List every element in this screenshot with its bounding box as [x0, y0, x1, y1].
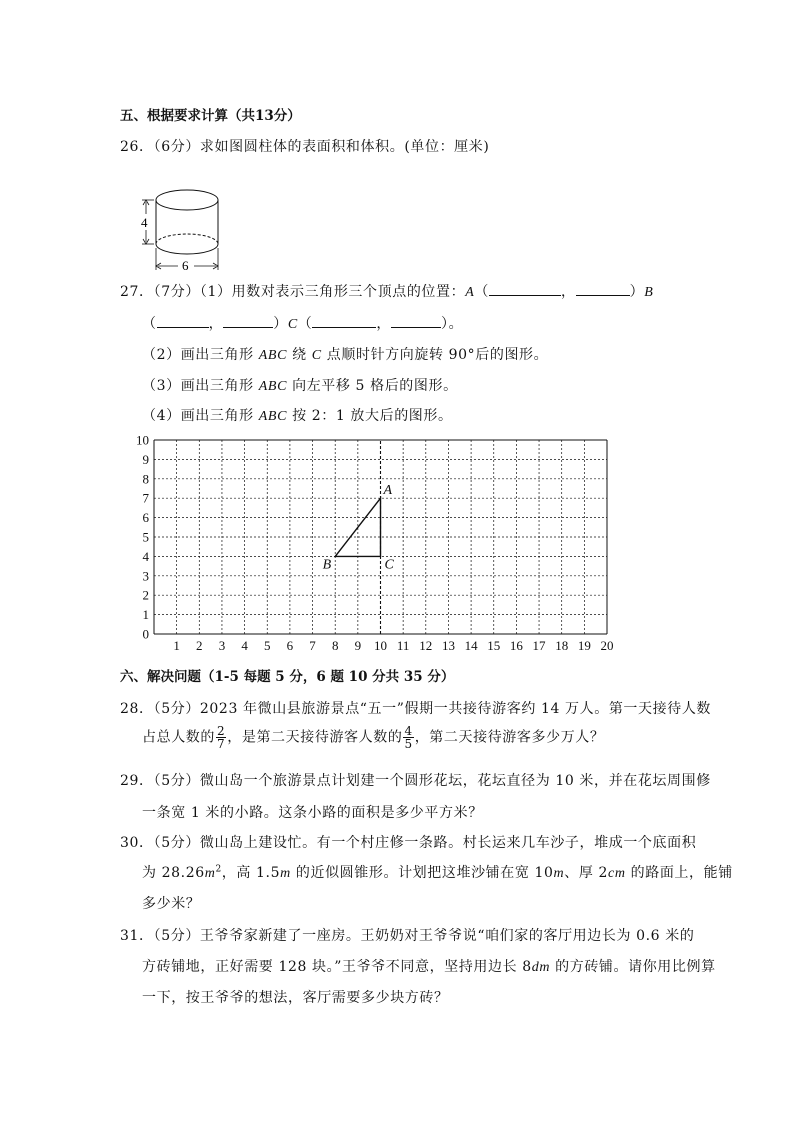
y-tick-label: 2	[142, 587, 149, 603]
y-tick-label: 7	[142, 490, 149, 506]
diameter-label: 6	[182, 258, 189, 272]
triangle-abc	[335, 498, 380, 556]
vertex-label-c: C	[384, 557, 394, 573]
y-tick-label: 1	[142, 607, 149, 623]
y-tick-label: 8	[142, 471, 149, 487]
answer-blank-B-x[interactable]	[157, 315, 209, 328]
question-29-line1: 29．（5分）微山岛一个旅游景点计划建一个圆形花坛，花坛直径为 10 米，并在花坛周围修	[120, 773, 711, 789]
question-27-line2: （ ， ）C（ ， ）。	[142, 316, 464, 332]
section-title-6: 六、解决问题（1-5 每题 5 分，6 题 10 分共 35 分）	[120, 669, 455, 685]
x-tick-label: 13	[441, 638, 455, 653]
question-28-line1: 28．（5分）2023 年微山县旅游景点“五一”假期一共接待游客约 14 万人。第一天接待人数	[120, 701, 712, 717]
x-tick-label: 5	[264, 638, 271, 653]
y-tick-label: 9	[142, 451, 149, 467]
x-tick-label: 10	[374, 638, 387, 653]
question-30-line3: 多少米？	[142, 896, 201, 912]
x-tick-label: 14	[464, 638, 478, 653]
x-tick-label: 15	[487, 638, 501, 653]
question-27-part4: （4）画出三角形 ABC 按 2：1 放大后的图形。	[142, 408, 453, 424]
answer-blank-C-x[interactable]	[312, 315, 376, 328]
cylinder-figure	[130, 180, 230, 272]
x-tick-label: 7	[309, 638, 316, 653]
section-title-5: 五、根据要求计算（共13分）	[120, 108, 301, 124]
question-30-line1: 30．（5分）微山岛上建设忙。有一个村庄修一条路。村长运来几车沙子，堆成一个底面积	[120, 835, 697, 851]
x-tick-label: 12	[419, 638, 433, 653]
question-27-part2: （2）画出三角形 ABC 绕 C 点顺时针方向旋转 90°后的图形。	[142, 347, 549, 363]
vertex-label-b: B	[322, 557, 332, 573]
question-27-part3: （3）画出三角形 ABC 向左平移 5 格后的图形。	[142, 378, 458, 394]
y-tick-label: 10	[136, 432, 149, 448]
question-30-line2: 为 $28.26m^2$，高 1.5m 的近似圆锥形。计划把这堆沙铺在宽 10m、厚 2cm 的路面上，能铺	[142, 864, 733, 881]
question-28-line2: 占总人数的 $\frac{2}{7}$ ，是第二天接待游客人数的 $\frac{4}{5}$ ，第二天接待游客多少万人？	[142, 724, 605, 751]
vertex-label-a: A	[383, 483, 393, 499]
y-tick-label: 3	[142, 568, 149, 584]
x-tick-label: 8	[331, 638, 339, 653]
height-label: 4	[141, 215, 148, 230]
y-tick-label: 6	[142, 510, 149, 526]
x-tick-label: 19	[577, 638, 591, 653]
question-31-line2: 方砖铺地，正好需要 128 块。”王爷爷不同意，坚持用边长 8dm 的方砖铺。请你用比例算	[142, 959, 716, 975]
answer-blank-B-y[interactable]	[223, 315, 273, 328]
question-31-line1: 31．（5分）王爷爷家新建了一座房。王奶奶对王爷爷说“咱们家的客厅用边长为 0.6 米的	[120, 928, 695, 944]
x-tick-label: 11	[396, 638, 410, 653]
y-tick-label: 5	[142, 529, 149, 545]
y-tick-label: 0	[142, 626, 149, 642]
x-tick-label: 4	[241, 638, 248, 653]
cylinder-bottom-back	[156, 234, 218, 244]
x-tick-label: 1	[173, 638, 180, 653]
answer-blank-A-y[interactable]	[576, 283, 630, 296]
fraction-2-7: $\frac{2}{7}$	[217, 724, 226, 751]
x-tick-label: 17	[532, 638, 546, 653]
x-tick-label: 9	[354, 638, 362, 653]
question-26-text: 26．（6分）求如图圆柱体的表面积和体积。(单位：厘米)	[120, 139, 490, 155]
y-tick-label: 4	[142, 548, 149, 564]
x-tick-label: 16	[509, 638, 523, 653]
cylinder-bottom-front	[156, 244, 218, 254]
cylinder-top-ellipse	[156, 190, 218, 210]
x-tick-label: 18	[555, 638, 569, 653]
coordinate-grid	[128, 432, 618, 656]
question-29-line2: 一条宽 1 米的小路。这条小路的面积是多少平方米？	[142, 805, 483, 821]
answer-blank-A-x[interactable]	[489, 283, 561, 296]
question-27-line1: 27．（7分）（1）用数对表示三角形三个顶点的位置：A（ ， ）B	[120, 284, 654, 300]
x-tick-label: 2	[196, 638, 203, 653]
x-tick-label: 3	[218, 638, 226, 653]
fraction-4-5: $\frac{4}{5}$	[404, 724, 413, 751]
answer-blank-C-y[interactable]	[391, 315, 441, 328]
x-tick-label: 20	[600, 638, 614, 653]
x-tick-label: 6	[286, 638, 294, 653]
question-31-line3: 一下，按王爷爷的想法，客厅需要多少块方砖？	[142, 990, 449, 1006]
